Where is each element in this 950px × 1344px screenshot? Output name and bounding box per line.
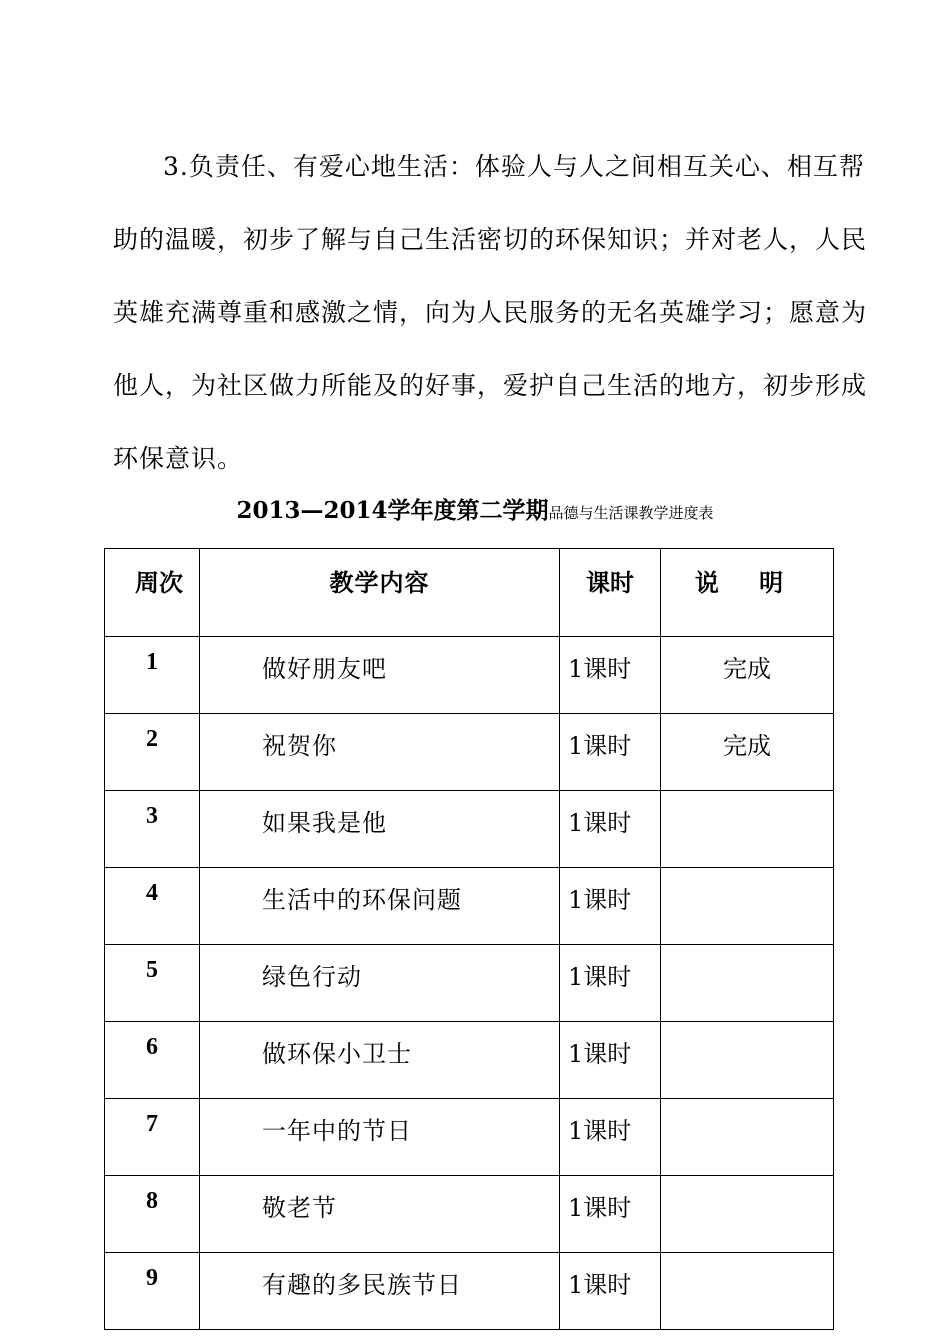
cell-hours: 1课时	[560, 637, 661, 714]
cell-content: 如果我是他	[200, 791, 560, 868]
cell-week: 1	[105, 637, 200, 714]
table-row	[105, 1099, 834, 1176]
paragraph-line: 环保意识。	[113, 444, 244, 473]
table-row	[105, 1022, 834, 1099]
cell-content: 做环保小卫士	[200, 1022, 560, 1099]
cell-hours: 1课时	[560, 1099, 661, 1176]
cell-content: 生活中的环保问题	[200, 868, 560, 945]
table-row	[105, 945, 834, 1022]
cell-content: 有趣的多民族节日	[200, 1253, 560, 1330]
cell-hours: 1课时	[560, 1176, 661, 1253]
table-title-sub: 品德与生活课教学进度表	[548, 504, 714, 522]
cell-hours: 1课时	[560, 1022, 661, 1099]
body-paragraph	[113, 130, 868, 495]
cell-week: 3	[105, 791, 200, 868]
cell-note: 完成	[661, 714, 834, 791]
table-row	[105, 791, 834, 868]
cell-note	[661, 868, 834, 945]
cell-note	[661, 1099, 834, 1176]
cell-content: 一年中的节日	[200, 1099, 560, 1176]
cell-note: 完成	[661, 637, 834, 714]
schedule-table	[104, 548, 834, 1330]
cell-hours: 1课时	[560, 945, 661, 1022]
cell-note	[661, 791, 834, 868]
paragraph-line: 他人，为社区做力所能及的好事，爱护自己生活的地方，初步形成	[113, 371, 868, 400]
table-row	[105, 1176, 834, 1253]
cell-week: 7	[105, 1099, 200, 1176]
paragraph-line: 英雄充满尊重和感激之情，向为人民服务的无名英雄学习；愿意为	[113, 298, 868, 327]
table-row	[105, 868, 834, 945]
cell-content: 做好朋友吧	[200, 637, 560, 714]
cell-week: 4	[105, 868, 200, 945]
cell-note	[661, 945, 834, 1022]
cell-hours: 1课时	[560, 1253, 661, 1330]
table-title-main: 2013—2014学年度第二学期	[236, 497, 549, 524]
cell-hours: 1课时	[560, 714, 661, 791]
cell-week: 8	[105, 1176, 200, 1253]
table-row	[105, 714, 834, 791]
header-week: 周次	[105, 549, 200, 637]
cell-content: 绿色行动	[200, 945, 560, 1022]
cell-hours: 1课时	[560, 868, 661, 945]
header-note: 说 明	[661, 549, 834, 637]
cell-week: 5	[105, 945, 200, 1022]
table-row	[105, 637, 834, 714]
cell-note	[661, 1022, 834, 1099]
cell-content: 祝贺你	[200, 714, 560, 791]
cell-week: 6	[105, 1022, 200, 1099]
cell-content: 敬老节	[200, 1176, 560, 1253]
cell-note	[661, 1176, 834, 1253]
cell-hours: 1课时	[560, 791, 661, 868]
header-hours: 课时	[560, 549, 661, 637]
table-title	[0, 492, 950, 525]
cell-week: 9	[105, 1253, 200, 1330]
table-header-row	[105, 549, 834, 637]
paragraph-line: 3.负责任、有爱心地生活：体验人与人之间相互关心、相互帮	[163, 152, 865, 181]
cell-week: 2	[105, 714, 200, 791]
cell-note	[661, 1253, 834, 1330]
table-row	[105, 1253, 834, 1330]
header-content: 教学内容	[200, 549, 560, 637]
paragraph-line: 助的温暖，初步了解与自己生活密切的环保知识；并对老人，人民	[113, 225, 868, 254]
